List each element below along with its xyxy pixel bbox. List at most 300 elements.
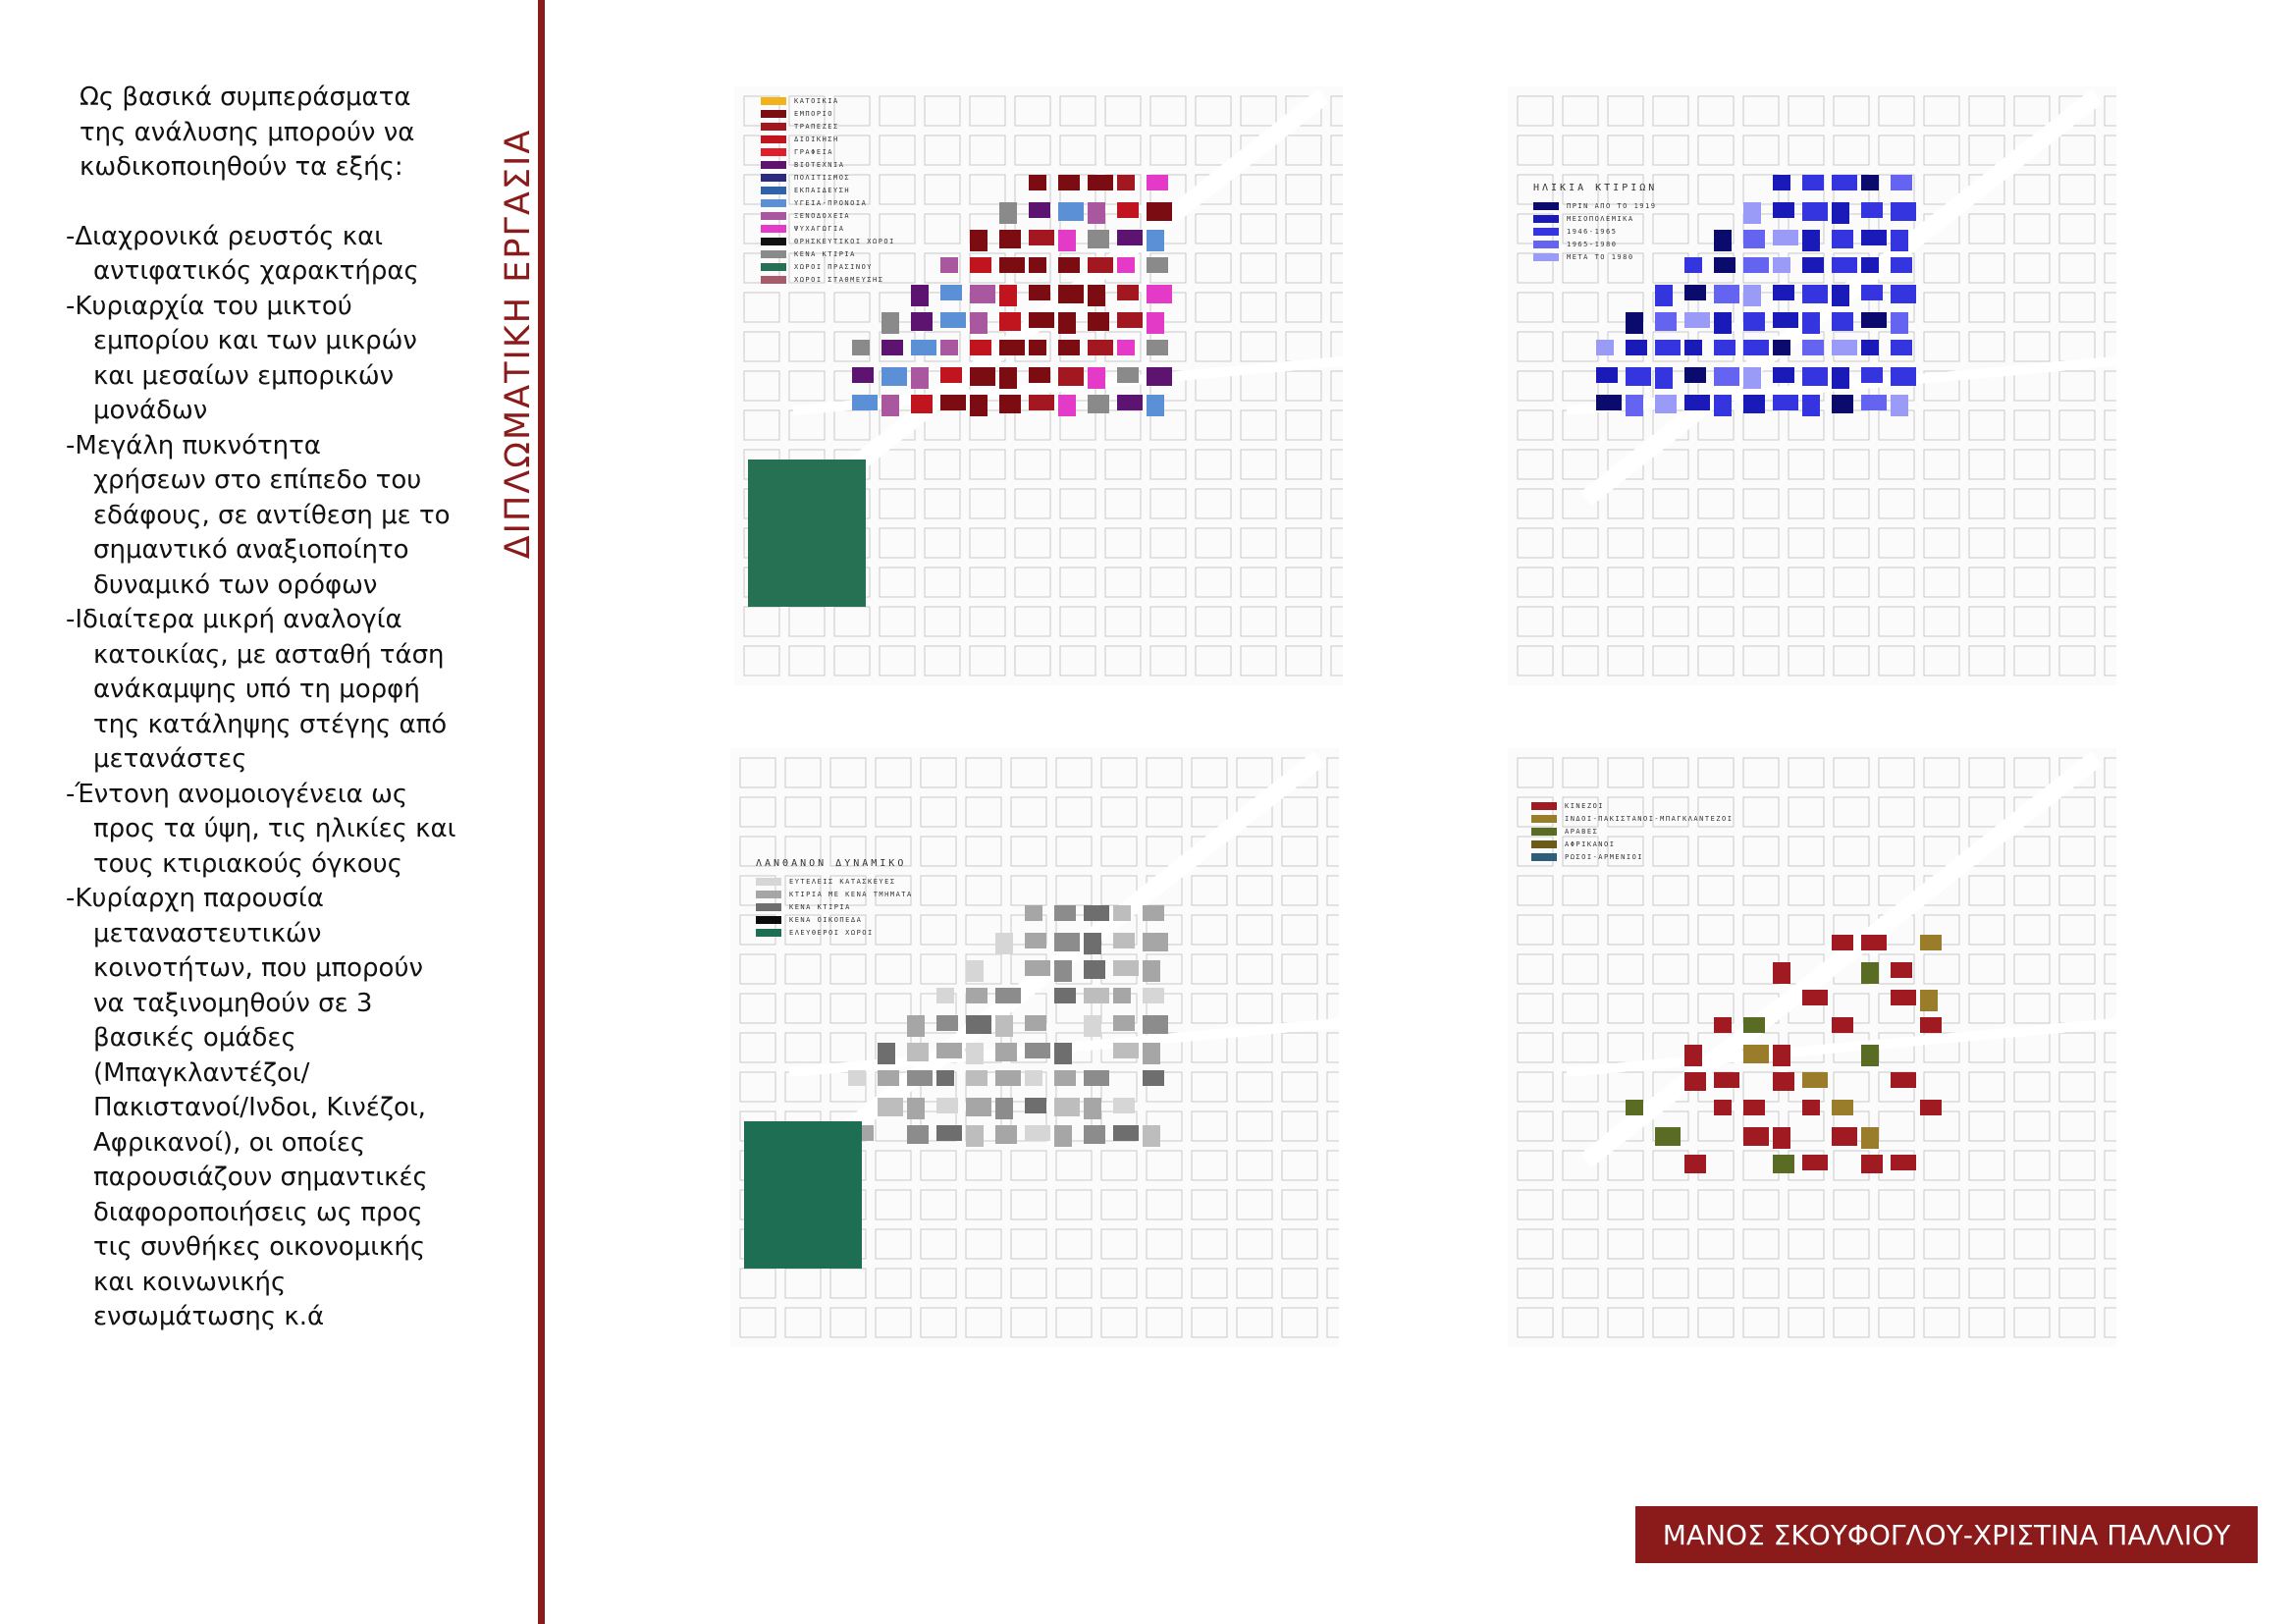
legend-swatch xyxy=(756,929,781,937)
map-block xyxy=(1088,285,1105,306)
legend-entry xyxy=(1531,825,1733,838)
map-block xyxy=(1143,1125,1160,1147)
map-block xyxy=(1058,230,1076,251)
map-block xyxy=(1802,312,1820,334)
map-block xyxy=(1147,257,1168,273)
conclusion-item-line: διαφοροποιήσεις ως προς xyxy=(93,1197,423,1227)
map-block xyxy=(1147,202,1172,221)
authors-footer: ΜΑΝΟΣ ΣΚΟΥΦΟΓΛΟΥ-ΧΡΙΣΤΙΝΑ ΠΑΛΛΙΟΥ xyxy=(1635,1506,2258,1563)
map-block xyxy=(1891,1072,1916,1088)
map-block xyxy=(1147,230,1164,251)
legend-label: ΑΡΑΒΕΣ xyxy=(1565,827,1599,836)
legend-label: ΧΩΡΟΙ ΣΤΑΘΜΕΥΣΗΣ xyxy=(794,275,884,284)
map-block xyxy=(878,1098,903,1116)
map-block xyxy=(1743,1017,1765,1033)
map-block xyxy=(1832,312,1853,331)
map-block xyxy=(1832,340,1857,355)
map-block xyxy=(1714,1072,1739,1088)
map-block xyxy=(1743,202,1761,224)
legend-entry xyxy=(761,222,895,235)
legend-entry xyxy=(1533,238,1657,250)
legend-title: ΛΑΝΘΑΝΟΝ ΔΥΝΑΜΙΚΟ xyxy=(756,858,907,869)
map-block xyxy=(1054,905,1076,921)
legend-label: ΧΩΡΟΙ ΠΡΑΣΙΝΟΥ xyxy=(794,262,874,271)
map-block xyxy=(848,1070,866,1086)
map-block xyxy=(1773,1072,1794,1091)
map-block xyxy=(1802,202,1828,221)
conclusion-item-line: προς τα ύψη, τις ηλικίες και xyxy=(93,814,456,843)
map-block xyxy=(1802,340,1824,355)
latent-potential-legend xyxy=(756,858,913,939)
map-block xyxy=(1832,1017,1853,1033)
conclusion-item-line: (Μπαγκλαντέζοι/ xyxy=(93,1057,310,1088)
map-block xyxy=(970,340,991,355)
map-block xyxy=(1117,175,1135,190)
legend-swatch xyxy=(1531,815,1557,823)
map-block xyxy=(1832,395,1853,413)
map-block xyxy=(1861,395,1887,410)
map-block xyxy=(852,340,870,355)
map-block xyxy=(911,312,933,331)
map-block xyxy=(1714,230,1732,251)
legend-label: ΕΛΕΥΘΕΡΟΙ ΧΩΡΟΙ xyxy=(789,928,874,937)
map-block xyxy=(1743,367,1761,389)
map-block xyxy=(907,1125,929,1144)
legend-entry xyxy=(761,247,895,260)
map-block xyxy=(1714,257,1735,273)
conclusion-item-line: Αφρικανοί), οι οποίες xyxy=(93,1127,366,1158)
map-block xyxy=(1714,1017,1732,1033)
map-block xyxy=(1029,285,1050,300)
map-block xyxy=(1891,312,1908,334)
map-block xyxy=(1147,312,1164,334)
map-block xyxy=(1743,257,1769,273)
map-block xyxy=(1084,1125,1105,1144)
conclusion-item-line: δυναμικό των ορόφων xyxy=(93,569,378,600)
map-block xyxy=(1117,230,1143,245)
map-block xyxy=(1054,1125,1072,1147)
conclusion-item-line: της κατάληψης στέγης από xyxy=(93,709,448,739)
map-block xyxy=(936,1125,962,1141)
latent-potential-map xyxy=(730,748,1339,1347)
map-block xyxy=(1143,988,1164,1003)
map-block xyxy=(1626,1100,1643,1115)
map-block xyxy=(1861,340,1879,355)
map-block xyxy=(1743,340,1769,355)
conclusion-item-line: βασικές ομάδες xyxy=(93,1023,296,1053)
conclusion-item-line: και κοινωνικής xyxy=(93,1267,287,1297)
map-block xyxy=(1773,230,1798,245)
map-block xyxy=(852,395,878,410)
intro-line: Ως βασικά συμπεράσματα xyxy=(80,82,411,112)
legend-entry xyxy=(761,196,895,209)
map-block xyxy=(1861,230,1887,245)
legend-label: ΑΦΡΙΚΑΝΟΙ xyxy=(1565,839,1616,848)
legend-entry xyxy=(756,913,913,926)
legend-swatch xyxy=(1531,840,1557,848)
legend-entry xyxy=(761,184,895,196)
map-block xyxy=(1029,202,1050,218)
map-block xyxy=(1147,367,1172,386)
map-block xyxy=(1025,1098,1046,1113)
map-block xyxy=(852,367,874,383)
legend-label: ΚΑΤΟΙΚΙΑ xyxy=(794,96,839,105)
legend-entry xyxy=(1531,838,1733,850)
legend-swatch xyxy=(761,110,786,118)
conclusion-item-line: εδάφους, σε αντίθεση με το xyxy=(93,500,451,530)
legend-swatch xyxy=(1531,828,1557,836)
conclusion-item-line: ενσωμάτωσης κ.ά xyxy=(93,1302,325,1331)
map-block xyxy=(1773,202,1794,218)
conclusion-item-line: μεταναστευτικών xyxy=(93,918,322,948)
map-block xyxy=(911,367,929,389)
map-block xyxy=(1684,367,1706,383)
legend-swatch xyxy=(761,123,786,131)
conclusion-item-line: τις συνθήκες οικονομικής xyxy=(93,1232,426,1262)
map-block xyxy=(911,395,933,413)
conclusion-item-line: τους κτιριακούς όγκους xyxy=(93,848,402,879)
map-block xyxy=(1832,257,1857,273)
legend-swatch xyxy=(761,97,786,105)
map-block xyxy=(999,257,1025,273)
legend-swatch xyxy=(756,903,781,911)
legend-label: ΞΕΝΟΔΟΧΕΙΑ xyxy=(794,211,851,220)
legend-entry xyxy=(756,875,913,888)
map-block xyxy=(1773,1045,1790,1066)
legend-label: ΠΟΛΙΤΙΣΜΟΣ xyxy=(794,173,851,182)
legend-label: ΕΜΠΟΡΙΟ xyxy=(794,109,834,118)
map-block xyxy=(940,367,962,383)
map-block xyxy=(1596,367,1618,383)
map-block xyxy=(1655,285,1673,306)
building-age-map xyxy=(1508,86,2116,685)
legend-entry xyxy=(756,888,913,900)
map-block xyxy=(1743,1127,1769,1146)
legend-entry xyxy=(761,94,895,107)
map-block xyxy=(1773,340,1790,355)
legend-label: ΤΡΑΠΕΖΕΣ xyxy=(794,122,839,131)
map-block xyxy=(1029,230,1054,245)
map-block xyxy=(1743,312,1765,331)
conclusion-item-line: κοινοτήτων, που μπορούν xyxy=(93,953,424,983)
map-block xyxy=(1832,1127,1857,1146)
map-block xyxy=(907,1015,925,1037)
map-block xyxy=(1025,960,1050,976)
conclusion-item-line: αντιφατικός χαρακτήρας xyxy=(93,256,419,286)
legend-label: ΘΡΗΣΚΕΥΤΙΚΟΙ ΧΩΡΟΙ xyxy=(794,237,895,245)
map-block xyxy=(1626,367,1651,386)
map-block xyxy=(1025,1043,1050,1058)
map-block xyxy=(1088,340,1113,355)
map-block xyxy=(1861,1155,1883,1173)
map-block xyxy=(940,285,962,300)
map-block xyxy=(999,340,1025,355)
map-block xyxy=(1143,1070,1164,1086)
conclusion-item-line: Πακιστανοί/Ινδοι, Κινέζοι, xyxy=(93,1093,426,1122)
legend-label: ΠΡΙΝ ΑΠΟ ΤΟ 1919 xyxy=(1567,201,1657,210)
legend-entry xyxy=(761,120,895,133)
conclusion-item: -Έντονη ανομοιογένεια ως xyxy=(66,779,408,809)
legend-swatch xyxy=(761,225,786,233)
map-block xyxy=(1714,285,1739,303)
legend-label: 1946-1965 xyxy=(1567,227,1618,236)
legend-entry xyxy=(761,145,895,158)
map-block xyxy=(1655,367,1673,389)
map-block xyxy=(1025,1070,1042,1086)
map-block xyxy=(1088,395,1109,413)
legend-entry xyxy=(1533,250,1657,263)
map-block xyxy=(907,1043,929,1061)
conclusions-list xyxy=(66,220,472,1335)
map-block xyxy=(1054,1098,1080,1116)
map-block xyxy=(1891,230,1908,251)
legend-entry xyxy=(1531,799,1733,812)
land-use-legend xyxy=(761,94,895,286)
map-block xyxy=(1684,1045,1702,1066)
map-block xyxy=(999,285,1017,306)
legend-label: ΙΝΔΟΙ-ΠΑΚΙΣΤΑΝΟΙ-ΜΠΑΓΚΛΑΝΤΕΖΟΙ xyxy=(1565,814,1734,823)
map-block xyxy=(940,257,958,273)
map-block xyxy=(1684,285,1706,300)
legend-entry xyxy=(761,273,895,286)
map-block xyxy=(1684,1155,1706,1173)
map-block xyxy=(1802,175,1824,190)
map-block xyxy=(936,1098,958,1113)
map-block xyxy=(1861,1127,1879,1149)
map-block xyxy=(1684,312,1710,328)
conclusion-item-line: να ταξινομηθούν σε 3 xyxy=(93,988,373,1018)
map-block xyxy=(1088,312,1109,331)
conclusion-item-line: εμπορίου και των μικρών xyxy=(93,326,417,355)
legend-label: ΜΕΤΑ ΤΟ 1980 xyxy=(1567,252,1634,261)
legend-swatch xyxy=(761,174,786,182)
map-block xyxy=(1058,257,1080,273)
map-block xyxy=(940,312,966,328)
conclusion-item-line: ανάκαμψης υπό τη μορφή xyxy=(93,675,420,704)
legend-entry xyxy=(1533,225,1657,238)
map-block xyxy=(966,1070,988,1086)
map-block xyxy=(1143,960,1160,982)
map-block xyxy=(999,312,1021,331)
map-block xyxy=(1743,230,1765,248)
map-block xyxy=(1029,312,1054,328)
map-block xyxy=(1084,933,1101,954)
map-block xyxy=(1773,175,1790,190)
map-block xyxy=(1773,1155,1794,1173)
map-block xyxy=(1684,257,1702,273)
map-block xyxy=(1802,230,1820,251)
map-block xyxy=(995,1043,1017,1061)
map-block xyxy=(1802,1072,1828,1088)
legend-swatch xyxy=(761,199,786,207)
map-block xyxy=(936,1043,962,1058)
map-block xyxy=(878,1043,895,1064)
legend-label: ΕΚΠΑΙΔΕΥΣΗ xyxy=(794,186,851,194)
map-block xyxy=(1891,340,1912,355)
map-block xyxy=(1626,312,1643,334)
map-block xyxy=(1117,312,1143,328)
legend-label: ΓΡΑΦΕΙΑ xyxy=(794,147,834,156)
legend-swatch xyxy=(756,878,781,886)
map-block xyxy=(1143,905,1164,921)
map-block xyxy=(995,1098,1013,1119)
map-block xyxy=(1684,1072,1706,1091)
conclusion-item-line: παρουσιάζουν σημαντικές xyxy=(93,1163,428,1192)
conclusion-item-line: μετανάστες xyxy=(93,744,247,774)
map-block xyxy=(1861,285,1883,300)
legend-swatch xyxy=(761,250,786,258)
map-block xyxy=(970,367,995,386)
legend-label: ΚΕΝΑ ΟΙΚΟΠΕΔΑ xyxy=(789,915,863,924)
map-block xyxy=(1773,312,1798,328)
map-block xyxy=(1143,933,1168,951)
map-block xyxy=(999,367,1017,389)
map-block xyxy=(936,1015,958,1031)
map-block xyxy=(1773,1127,1790,1149)
map-block xyxy=(940,340,958,355)
map-block xyxy=(1054,1043,1072,1064)
map-block xyxy=(1113,1015,1135,1031)
park-block xyxy=(748,460,866,607)
park-block xyxy=(744,1121,862,1269)
map-block xyxy=(1058,312,1076,334)
map-block xyxy=(1832,230,1853,248)
legend-swatch xyxy=(761,161,786,169)
legend-label: ΔΙΟΙΚΗΣΗ xyxy=(794,135,839,143)
map-block xyxy=(966,1125,984,1147)
map-block xyxy=(1626,340,1647,355)
map-block xyxy=(1891,1155,1916,1170)
map-block xyxy=(1891,285,1916,303)
legend-swatch xyxy=(761,276,786,284)
map-block xyxy=(881,312,899,334)
map-block xyxy=(1058,395,1076,416)
legend-entry xyxy=(761,171,895,184)
map-block xyxy=(1058,285,1084,303)
map-block xyxy=(1832,175,1857,190)
map-block xyxy=(1117,395,1143,410)
map-block xyxy=(1832,1100,1853,1115)
map-block xyxy=(1054,960,1072,982)
map-block xyxy=(1054,988,1076,1003)
map-block xyxy=(1147,285,1172,303)
map-block xyxy=(999,202,1017,224)
map-block xyxy=(1143,1015,1168,1034)
map-block xyxy=(1113,933,1135,948)
map-block xyxy=(1626,395,1643,416)
legend-entry xyxy=(756,926,913,939)
map-block xyxy=(936,1070,954,1086)
legend-entry xyxy=(761,260,895,273)
map-block xyxy=(1084,1015,1101,1037)
map-block xyxy=(1891,962,1912,978)
legend-entry xyxy=(761,209,895,222)
map-block xyxy=(881,340,903,355)
legend-label: ΨΥΧΑΓΩΓΙΑ xyxy=(794,224,845,233)
map-block xyxy=(1084,1070,1109,1086)
map-block xyxy=(1117,202,1139,218)
map-block xyxy=(1684,395,1710,410)
legend-swatch xyxy=(1533,228,1559,236)
conclusion-item: -Κυριαρχία του μικτού xyxy=(66,291,352,321)
map-block xyxy=(1743,285,1761,306)
map-block xyxy=(1054,1070,1076,1086)
map-block xyxy=(1802,367,1828,386)
map-block xyxy=(1117,257,1135,273)
map-block xyxy=(907,1098,925,1119)
map-block xyxy=(1773,962,1790,984)
map-block xyxy=(1084,905,1109,921)
map-block xyxy=(1920,990,1938,1011)
map-block xyxy=(1088,367,1105,389)
map-block xyxy=(1058,202,1084,221)
map-block xyxy=(1861,175,1879,190)
map-block xyxy=(966,1098,991,1116)
map-block xyxy=(1113,960,1139,976)
map-block xyxy=(1655,340,1681,355)
legend-swatch xyxy=(761,135,786,143)
map-block xyxy=(1147,175,1168,190)
legend-label: ΜΕΣΟΠΟΛΕΜΙΚΑ xyxy=(1567,214,1634,223)
map-block xyxy=(1025,1125,1050,1141)
map-block xyxy=(1025,933,1046,948)
map-block xyxy=(1920,935,1942,950)
conclusion-item-line: μονάδων xyxy=(93,396,208,425)
legend-label: 1965-1980 xyxy=(1567,240,1618,248)
map-block xyxy=(1891,395,1908,416)
map-block xyxy=(1861,202,1883,218)
legend-entry xyxy=(1533,212,1657,225)
map-block xyxy=(966,960,984,982)
map-block xyxy=(1058,340,1080,355)
map-block xyxy=(1058,367,1084,386)
legend-entry xyxy=(1533,199,1657,212)
map-block xyxy=(1802,990,1828,1005)
map-block xyxy=(1655,1127,1681,1146)
conclusion-item: -Κυρίαρχη παρουσία xyxy=(66,884,324,913)
conclusions-text xyxy=(66,81,472,1335)
legend-swatch xyxy=(756,891,781,898)
map-block xyxy=(999,230,1021,248)
legend-entry xyxy=(761,158,895,171)
map-block xyxy=(1802,1155,1828,1170)
map-block xyxy=(1832,935,1853,950)
map-block xyxy=(1802,1100,1820,1115)
map-block xyxy=(1802,395,1820,416)
map-block xyxy=(1088,257,1113,273)
legend-label: ΡΩΣΟΙ-ΑΡΜΕΝΙΟΙ xyxy=(1565,852,1644,861)
legend-label: ΚΕΝΑ ΚΤΙΡΙΑ xyxy=(794,249,856,258)
map-block xyxy=(1861,312,1887,328)
map-block xyxy=(1088,202,1105,224)
legend-swatch xyxy=(756,916,781,924)
map-block xyxy=(1743,1045,1769,1063)
legend-label: ΒΙΟΤΕΧΝΙΑ xyxy=(794,160,845,169)
map-block xyxy=(936,988,954,1003)
map-block xyxy=(1891,367,1916,386)
map-block xyxy=(1025,905,1042,921)
map-block xyxy=(1029,175,1046,190)
map-block xyxy=(1596,340,1614,355)
map-block xyxy=(881,395,899,416)
legend-swatch xyxy=(1533,202,1559,210)
map-block xyxy=(1117,340,1135,355)
map-block xyxy=(1773,257,1790,273)
map-block xyxy=(1920,1100,1942,1115)
map-block xyxy=(1832,367,1849,389)
conclusion-item-line: και μεσαίων εμπορικών xyxy=(93,360,395,391)
map-block xyxy=(1743,1100,1765,1115)
